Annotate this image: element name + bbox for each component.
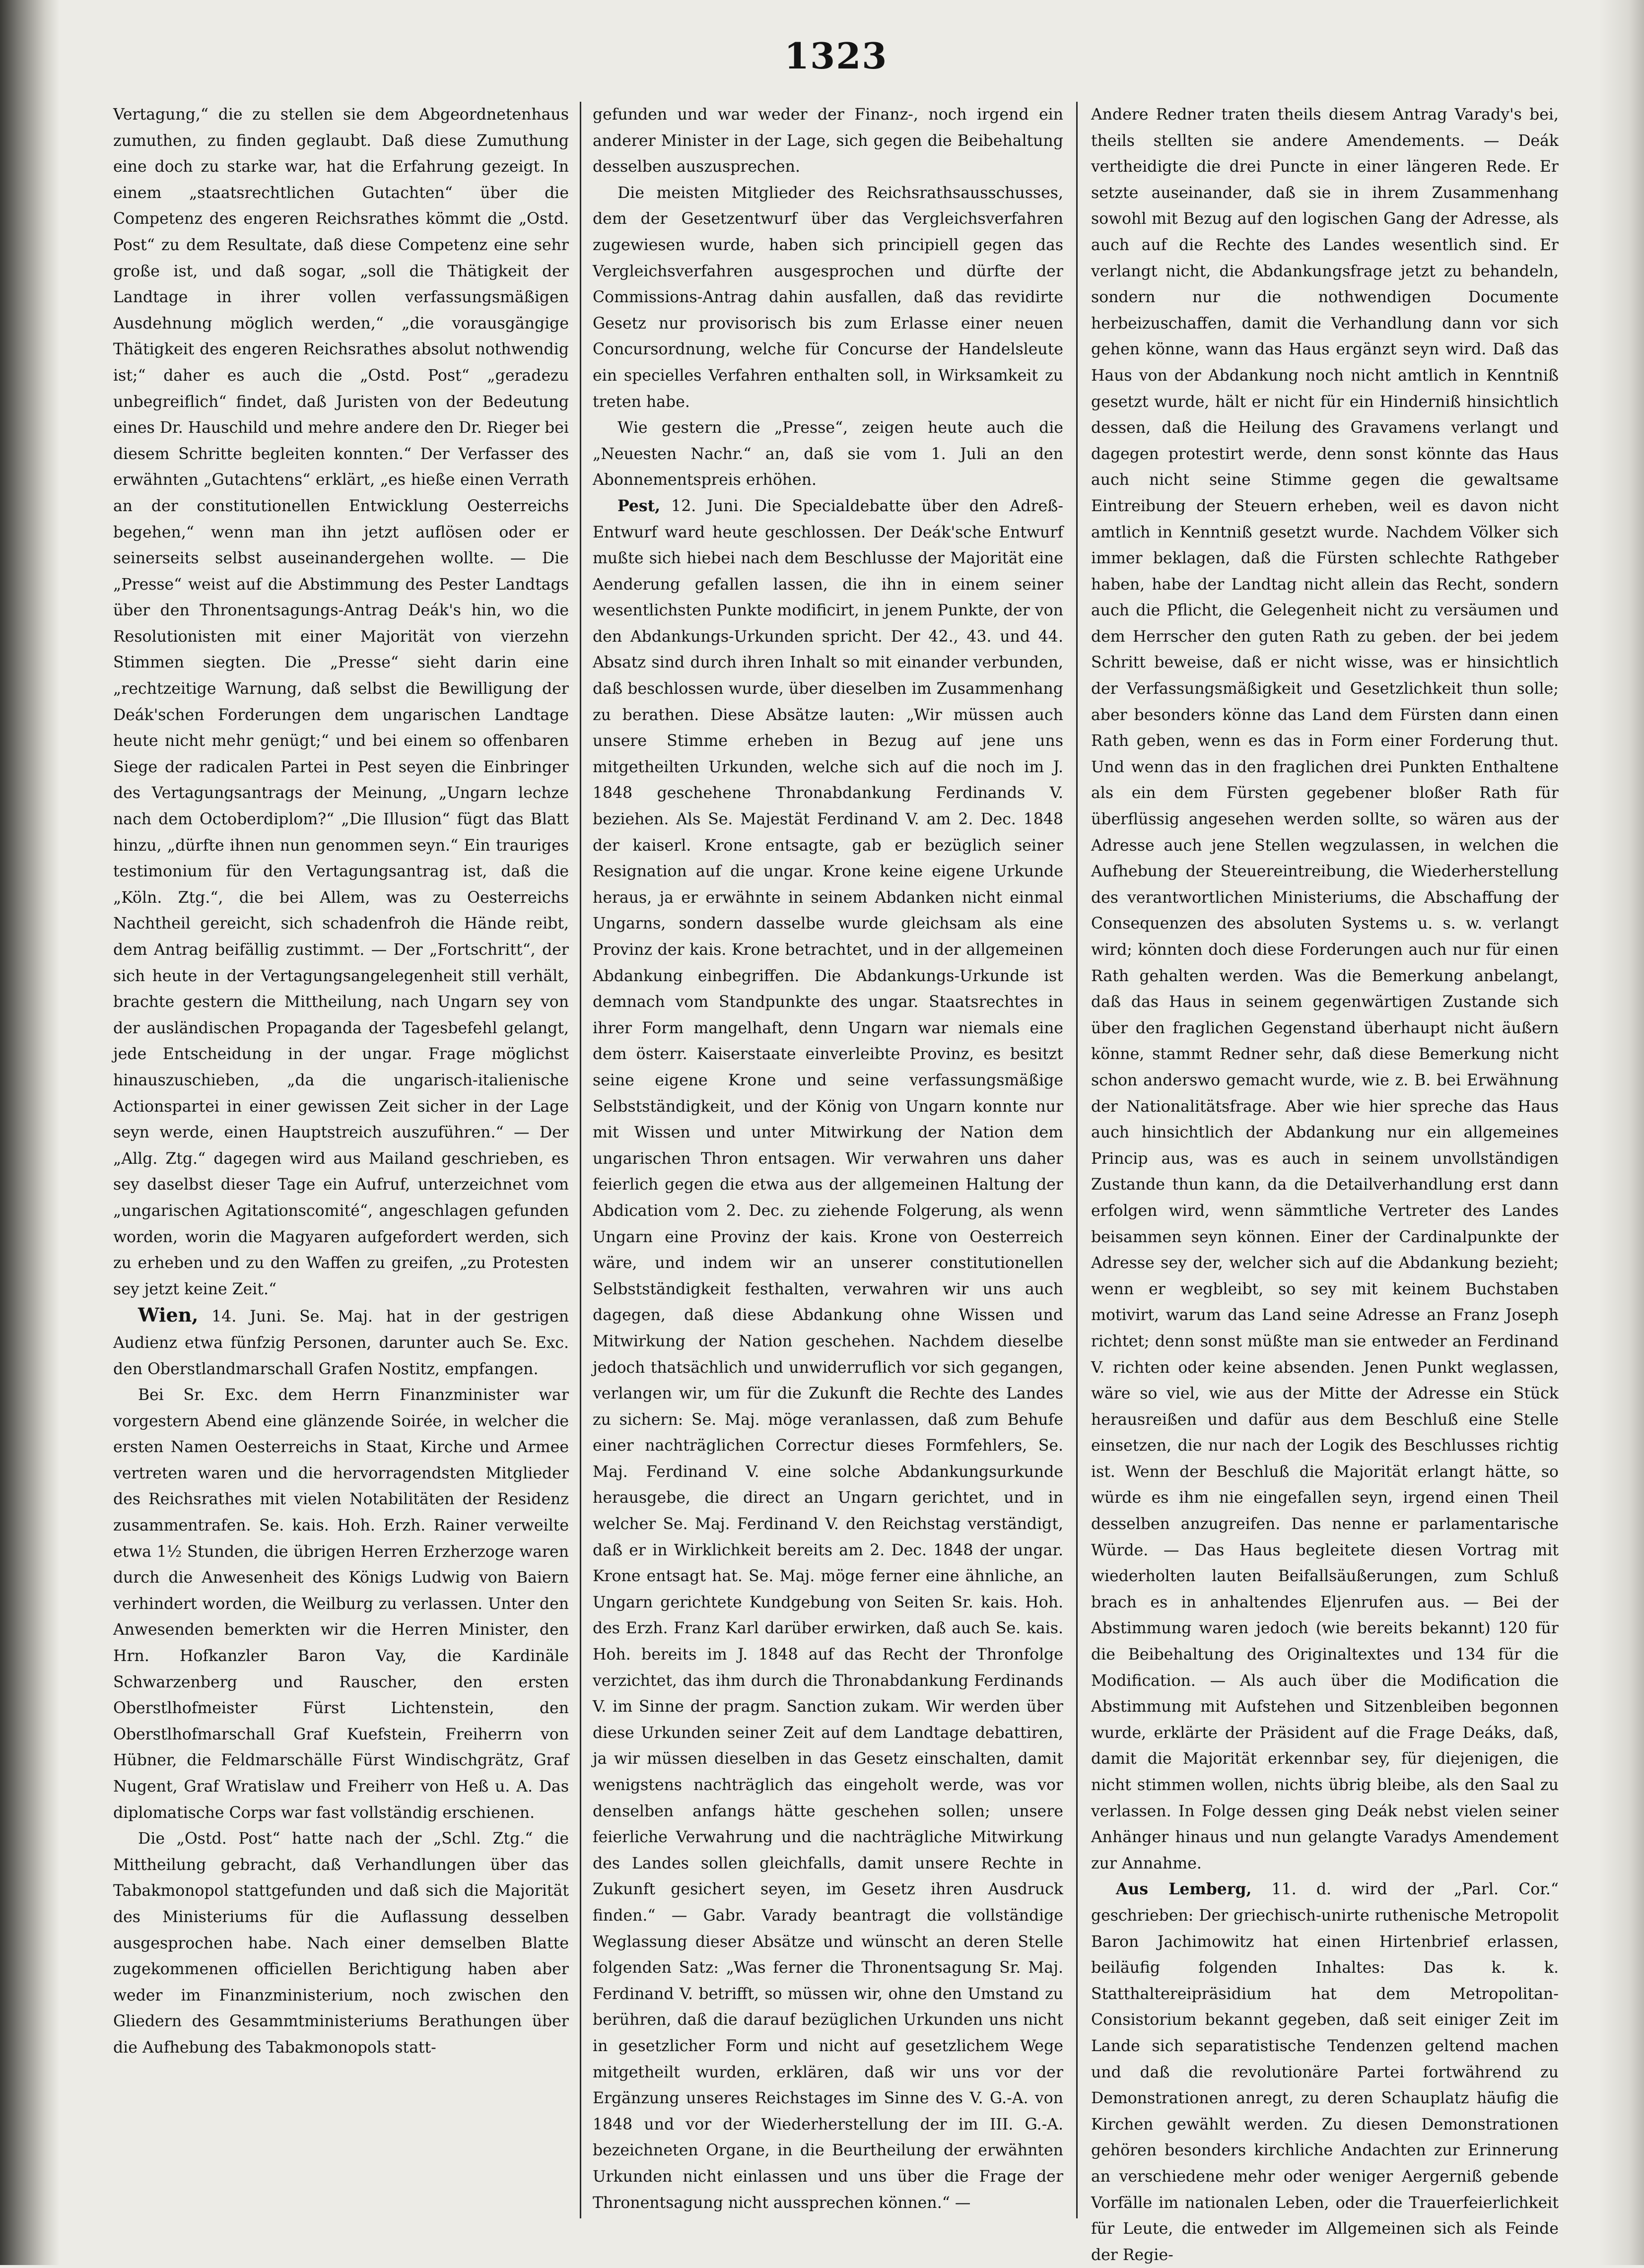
column-rule: [580, 102, 581, 2218]
column-1: [113, 102, 569, 2221]
article-paragraph: [113, 1302, 569, 1382]
dateline: Aus Lemberg,: [1116, 1880, 1252, 1899]
article-paragraph: Bei Sr. Exc. dem Herrn Finanzminister war vorgestern Abend eine glänzende Soirée, in welcher die ersten Namen Oesterreichs in Staat, Kirche und Armee vertreten waren und die hervorragendsten Mitglieder des Reichsrathes mit vielen Notabilitäten der Residenz zusammentrafen. Se. kais. Hoh. Erzh. Rainer verweilte etwa 1½ Stunden, die übrigen Herren Erzherzoge waren durch die Anwesenheit des Königs Ludwig von Baiern verhindert worden, die Weilburg zu verlassen. Unter den Anwesenden bemerkten wir die Herren Minister, den Hrn. Hofkanzler Baron Vay, die Kardinäle Schwarzenberg und Rauscher, den ersten Oberstlhofmeister Fürst Lichtenstein, den Oberstlhofmarschall Graf Kuefstein, Freiherrn von Hübner, die Feldmarschälle Fürst Windischgrätz, Graf Nugent, Graf Wratislaw und Freiherr von Heß u. A. Das diplomatische Corps war fast vollständig erschienen.: [113, 1386, 569, 1822]
article-paragraph: [1091, 1876, 1559, 2268]
page-number: 1323: [784, 35, 888, 77]
paragraph-text: 12. Juni. Die Specialdebatte über den Adreß-Entwurf ward heute geschlossen. Der Deák'sche Entwurf mußte sich hiebei nach dem Beschlusse der Majorität eine Aenderung gefallen lassen, die ihn in einem seiner wesentlichsten Punkte modificirt, in jenem Punkte, der von den Abdankungs-Urkunden spricht. Der 42., 43. und 44. Absatz sind durch ihren Inhalt so mit einander verbunden, daß beschlossen wurde, über dieselben im Zusammenhang zu berathen. Diese Absätze lauten: „Wir müssen auch unsere Stimme erheben in Bezug auf jene uns mitgetheilten Urkunden, welche sich auf die noch im J. 1848 geschehene Thronabdankung Ferdinands V. beziehen. Als Se. Majestät Ferdinand V. am 2. Dec. 1848 der kaiserl. Krone entsagte, gab er bezüglich seiner Resignation auf die ungar. Krone keine eigene Urkunde heraus, ja er erwähnte in seinem Abdanken nicht einmal Ungarns, sondern dasselbe wurde gleichsam als eine Provinz der kais. Krone betrachtet, und in der allgemeinen Abdankung einbegriffen. Die Abdankungs-Urkunde ist demnach vom Standpunkte des ungar. Staatsrechtes in ihrer Form mangelhaft, denn Ungarn war niemals eine dem österr. Kaiserstaate einverleibte Provinz, es besitzt seine eigene Krone und seine verfassungsmäßige Selbstständigkeit, und der König von Ungarn konnte nur mit Wissen und unter Mitwirkung der Nation dem ungarischen Thron entsagen. Wir verwahren uns daher feierlich gegen die etwa aus der allgemeinen Haltung der Abdication vom 2. Dec. zu ziehende Folgerung, als wenn Ungarn eine Provinz der kais. Krone von Oesterreich wäre, und indem wir an unserer constitutionellen Selbstständigkeit festhalten, verwahren wir uns auch dagegen, daß diese Abdankung ohne Wissen und Mitwirkung der Nation geschehen. Nachdem dieselbe jedoch thatsächlich und unwiderruflich vor sich gegangen, verlangen wir, um für die Zukunft die Rechte des Landes zu sichern: Se. Maj. möge veranlassen, daß zum Behufe einer nachträglichen Correctur dieses Formfehlers, Se. Maj. Ferdinand V. eine solche Abdankungsurkunde herausgebe, die direct an Ungarn gerichtet, und in welcher Se. Maj. Ferdinand V. den Reichstag verständigt, daß er in Wirklichkeit bereits am 2. Dec. 1848 der ungar. Krone entsagt hat. Se. Maj. möge ferner eine ähnliche, an Ungarn gerichtete Kundgebung von Seiten Sr. kais. Hoh. des Erzh. Franz Karl darüber erwirken, daß auch Se. kais. Hoh. bereits im J. 1848 auf das Recht der Thronfolge verzichtet, das ihm durch die Thronabdankung Ferdinands V. im Sinne der pragm. Sanction zukam. Wir werden über diese Urkunden seiner Zeit auf dem Landtage debattiren, ja wir müssen dieselben in das Gesetz einschalten, damit wenigstens nachträglich das eingeholt werde, was vor denselben anfangs hätte geschehen sollen; unsere feierliche Verwahrung und die nachträgliche Mitwirkung des Landes sollen gleichfalls, damit unsere Rechte in Zukunft gesichert seyen, im Gesetz ihren Ausdruck finden.“ — Gabr. Varady beantragt die vollständige Weglassung dieser Absätze und wünscht an deren Stelle folgenden Satz: „Was ferner die Thronentsagung Sr. Maj. Ferdinand V. betrifft, so müssen wir, ohne den Umstand zu berühren, daß die darauf bezüglichen Urkunden uns nicht in gesetzlicher Form und nicht auf gesetzlichem Wege mitgetheilt wurden, erklären, daß wir uns vor der Ergänzung unseres Reichstages im Sinne des V. G.-A. von 1848 und vor der Wiederherstellung der im III. G.-A. bezeichneten Organe, in die Beurtheilung der erwähnten Urkunden nicht einlassen und uns über die Frage der Thronentsagung nicht aussprechen können.“ —: [593, 497, 1063, 2212]
article-paragraph: gefunden und war weder der Finanz-, noch irgend ein anderer Minister in der Lage, sich gegen die Beibehaltung desselben auszusprechen.: [593, 106, 1063, 176]
article-paragraph: [593, 493, 1063, 2216]
page-edge: [1599, 0, 1644, 2265]
paragraph-text: 14. Juni. Se. Maj. hat in der gestrigen Audienz etwa fünfzig Personen, darunter auch Se. Exc. den Oberstlandmarschall Grafen Nostitz, empfangen.: [113, 1308, 569, 1378]
paragraph-text: 11. d. wird der „Parl. Cor.“ geschrieben: Der griechisch-unirte ruthenische Metropolit Baron Jachimowitz hat einen Hirtenbrief erlassen, beiläufig folgenden Inhaltes: Das k. k. Statthaltereipräsidium hat dem Metropolitan-Consistorium bekannt gegeben, daß seit einiger Zeit im Lande sich separatistische Tendenzen geltend machen und daß die revolutionäre Partei fortwährend zu Demonstrationen anregt, zu deren Schauplatz häufig die Kirchen gewählt werden. Zu diesen Demonstrationen gehören besonders kirchliche Andachten zur Erinnerung an verschiedene mehr oder weniger Aergerniß gebende Vorfälle im nationalen Leben, oder die Trauerfeierlichkeit für Leute, die entweder im Allgemeinen sich als Feinde der Regie-: [1091, 1880, 1559, 2264]
article-paragraph: Andere Redner traten theils diesem Antrag Varady's bei, theils stellten sie andere Amendements. — Deák vertheidigte die drei Puncte in einer längeren Rede. Er setzte auseinander, daß sie in ihrem Zusammenhang sowohl mit Bezug auf den logischen Gang der Adresse, als auch auf die Rechte des Landes wesentlich sind. Er verlangt nicht, die Abdankungsfrage jetzt zu behandeln, sondern nur die nothwendigen Documente herbeizuschaffen, damit die Verhandlung dann vor sich gehen könne, wann das Haus ergänzt seyn wird. Daß das Haus von der Abdankung noch nicht amtlich in Kenntniß gesetzt wurde, hält er nicht für ein Hinderniß hinsichtlich dessen, daß die Heilung des Gravamens verlangt und dagegen protestirt werde, denn sonst könnte das Haus auch nicht seine Stimme gegen die gewaltsame Eintreibung der Steuern erheben, weil es davon nicht amtlich in Kenntniß gesetzt wurde. Nachdem Völker sich immer beklagen, daß die Fürsten schlechte Rathgeber haben, habe der Landtag nicht allein das Recht, sondern auch die Pflicht, die Gelegenheit nicht zu versäumen und dem Herrscher den guten Rath zu geben. der bei jedem Schritt beweise, daß er nicht wisse, was er hinsichtlich der Verfassungsmäßigkeit und Gesetzlichkeit thun solle; aber besonders könne das Land dem Fürsten dann einen Rath geben, wenn es das in Form einer Forderung thut. Und wenn das in den fraglichen drei Punkten Enthaltene als ein dem Fürsten gegebener bloßer Rath für überflüssig angesehen werden sollte, so wären aus der Adresse auch jene Stellen wegzulassen, in welchen die Aufhebung der Steuereintreibung, die Wiederherstellung des verantwortlichen Ministeriums, die Abschaffung der Consequenzen des absoluten Systems u. s. w. verlangt wird; könnten doch diese Forderungen auch nur für einen Rath gehalten werden. Was die Bemerkung anbelangt, daß das Haus in seinem gegenwärtigen Zustande sich über den fraglichen Gegenstand überhaupt nicht äußern könne, stammt Redner sehr, daß diese Bemerkung nicht schon anderswo gemacht wurde, wie z. B. bei Erwähnung der Nationalitätsfrage. Aber wie hier spreche das Haus auch hinsichtlich der Abdankung nur ein allgemeines Princip aus, was es auch in seinem unvollständigen Zustande thun kann, da die Detailverhandlung erst dann erfolgen wird, wenn sämmtliche Vertreter des Landes beisammen seyn können. Einer der Cardinalpunkte der Adresse sey der, welcher sich auf die Abdankung bezieht; wenn er wegbleibt, so sey mit keinem Buchstaben motivirt, warum das Land seine Adresse an Franz Joseph richtet; denn sonst müßte man sie entweder an Ferdinand V. richten oder keine absenden. Jenen Punkt weglassen, wäre so viel, wie aus der Mitte der Adresse ein Stück herausreißen und dafür aus dem Beschluß eine Stelle einsetzen, die nur nach der Logik des Beschlusses richtig ist. Wenn der Beschluß die Majorität erlangt hätte, so würde es ihm nie eingefallen seyn, irgend einen Theil desselben anzugreifen. Das nenne er parlamentarische Würde. — Das Haus begleitete diesen Vortrag mit wiederholten lauten Beifallsäußerungen, zum Schluß brach es in anhaltendes Eljenrufen aus. — Bei der Abstimmung waren jedoch (wie bereits bekannt) 120 für die Beibehaltung des Originaltextes und 134 für die Modification. — Als auch über die Modification die Abstimmung mit Aufstehen und Sitzenbleiben begonnen wurde, erklärte der Präsident auf die Frage Deáks, daß, damit die Majorität erkennbar sey, für diejenigen, die nicht stimmen wollen, nichts übrig bleibe, als den Saal zu verlassen. In Folge dessen ging Deák nebst vielen seiner Anhänger hinaus und nun gelangte Varadys Amendement zur Annahme.: [1091, 106, 1559, 1872]
dateline: Wien,: [138, 1304, 199, 1327]
column-3: [1091, 102, 1559, 2264]
article-paragraph: Die „Ostd. Post“ hatte nach der „Schl. Ztg.“ die Mittheilung gebracht, daß Verhandlungen über das Tabakmonopol stattgefunden und daß sich die Majorität des Ministeriums für die Auflassung desselben ausgesprochen habe. Nach einer demselben Blatte zugekommenen officiellen Berichtigung haben aber weder im Finanzministerium, noch zwischen den Gliedern des Gesammtministeriums Berathungen über die Aufhebung des Tabakmonopols statt-: [113, 1830, 569, 2057]
column-rule: [1076, 102, 1078, 2218]
binding-shadow: [0, 0, 60, 2265]
article-paragraph: Die meisten Mitglieder des Reichsrathsausschusses, dem der Gesetzentwurf über das Vergleichsverfahren zugewiesen wurde, haben sich principiell gegen das Vergleichsverfahren ausgesprochen und dürfte der Commissions-Antrag dahin ausfallen, daß das revidirte Gesetz nur provisorisch bis zum Erlasse einer neuen Concursordnung, welche für Concurse der Handelsleute ein specielles Verfahren enthalten soll, in Wirksamkeit zu treten habe.: [593, 184, 1063, 411]
article-paragraph: Vertagung,“ die zu stellen sie dem Abgeordnetenhaus zumuthen, zu finden geglaubt. Daß diese Zumuthung eine doch zu starke war, hat die Erfahrung gezeigt. In einem „staatsrechtlichen Gutachten“ über die Competenz des engeren Reichsrathes kömmt die „Ostd. Post“ zu dem Resultate, daß diese Competenz eine sehr große ist, und daß sogar, „soll die Thätigkeit der Landtage in ihrer vollen verfassungsmäßigen Ausdehnung möglich werden,“ „die vorausgängige Thätigkeit des engeren Reichsrathes absolut nothwendig ist;“ daher es auch die „Ostd. Post“ „geradezu unbegreiflich“ findet, daß Juristen von der Bedeutung eines Dr. Hauschild und mehre andere den Dr. Rieger bei diesem Schritte begleiten konnten.“ Der Verfasser des erwähnten „Gutachtens“ erklärt, „es hieße einen Verrath an der constitutionellen Entwicklung Oesterreichs begehen,“ wenn man ihn jetzt auflösen oder er seinerseits selbst auseinandergehen wollte. — Die „Presse“ weist auf die Abstimmung des Pester Landtags über den Thronentsagungs-Antrag Deák's hin, wo die Resolutionisten mit einer Majorität von vierzehn Stimmen siegten. Die „Presse“ sieht darin eine „rechtzeitige Warnung, daß selbst die Bewilligung der Deák'schen Forderungen dem ungarischen Landtage heute nicht mehr genügt;“ und bei einem so offenbaren Siege der radicalen Partei in Pest seyen die Einbringer des Vertagungsantrags der Meinung, „Ungarn lechze nach dem Octoberdiplom?“ „Die Illusion“ fügt das Blatt hinzu, „dürfte ihnen nun genommen seyn.“ Ein trauriges testimonium für den Vertagungsantrag ist, daß die „Köln. Ztg.“, die bei Allem, was zu Oesterreichs Nachtheil gereicht, sich schadenfroh die Hände reibt, dem Antrag beifällig zustimmt. — Der „Fortschritt“, der sich heute in der Vertagungsangelegenheit still verhält, brachte gestern die Mittheilung, nach Ungarn sey von der ausländischen Propaganda der Tagesbefehl gelangt, jede Entscheidung in der ungar. Frage möglichst hinauszuschieben, „da die ungarisch-italienische Actionspartei in einer gewissen Zeit sicher in der Lage seyn werde, einen Hauptstreich auszuführen.“ — Der „Allg. Ztg.“ dagegen wird aus Mailand geschrieben, es sey daselbst dieser Tage ein Aufruf, unterzeichnet vom „ungarischen Agitationscomité“, angeschlagen gefunden worden, worin die Magyaren aufgefordert werden, sich zu erheben und zu den Waffen zu greifen, „zu Protesten sey jetzt keine Zeit.“: [113, 106, 569, 1298]
column-2: [593, 102, 1063, 2221]
dateline: Pest,: [617, 496, 661, 515]
article-paragraph: Wie gestern die „Presse“, zeigen heute auch die „Neuesten Nachr.“ an, daß sie vom 1. Juli an den Abonnementspreis erhöhen.: [593, 419, 1063, 489]
